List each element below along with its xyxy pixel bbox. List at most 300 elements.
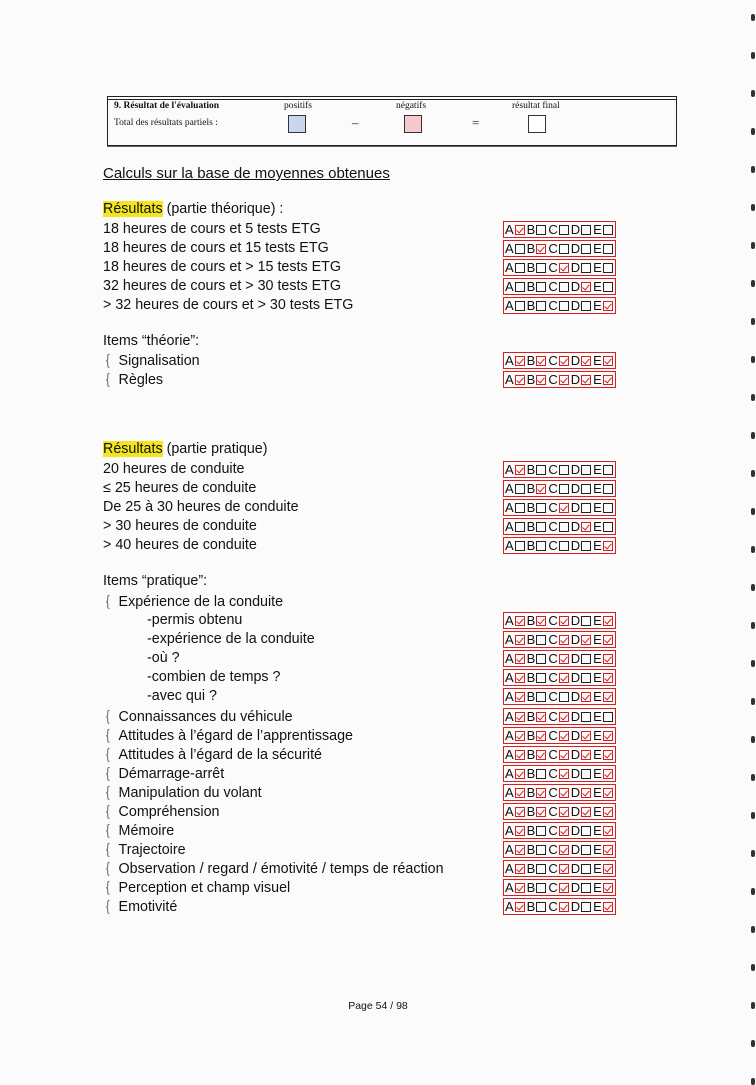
rating-option [548,538,568,553]
rating-letter: B [526,538,536,553]
rating-box [503,708,616,725]
rating-option [593,613,613,628]
rating-letter: B [526,861,536,876]
row-label [147,668,281,686]
rating-option [548,689,568,704]
row-label-text: 18 heures de cours et 5 tests ETG [103,221,321,237]
rating-letter: D [570,241,581,256]
row-label-text: ≤ 25 heures de conduite [103,480,257,496]
checked-checkbox-icon[interactable] [536,807,546,817]
rating-letter: C [548,613,558,628]
empty-checkbox-icon[interactable] [603,522,613,532]
binding-ring [751,888,755,895]
empty-checkbox-icon[interactable] [559,522,569,532]
checked-checkbox-icon[interactable] [515,654,525,664]
rating-box [503,898,616,915]
empty-checkbox-icon[interactable] [536,282,546,292]
rating-letter: A [505,279,514,294]
checked-checkbox-icon[interactable] [603,902,613,912]
checked-checkbox-icon[interactable] [581,692,591,702]
negative-box[interactable] [404,115,422,133]
checked-checkbox-icon[interactable] [515,712,525,722]
checked-checkbox-icon[interactable] [559,654,569,664]
checked-checkbox-icon[interactable] [559,883,569,893]
row-label [103,745,322,764]
rating-option [505,747,525,762]
rating-letter: E [593,766,602,781]
checked-checkbox-icon[interactable] [515,807,525,817]
rating-letter: E [593,747,602,762]
checked-checkbox-icon[interactable] [559,263,569,273]
binding-ring [751,432,755,439]
checked-checkbox-icon[interactable] [581,635,591,645]
theory-results-title [103,200,283,218]
rating-letter: E [593,670,602,685]
theory-suffix: (partie théorique) : [162,201,284,217]
empty-checkbox-icon[interactable] [581,616,591,626]
rating-option [505,222,525,237]
empty-checkbox-icon[interactable] [603,282,613,292]
empty-checkbox-icon[interactable] [581,864,591,874]
rating-option [527,519,547,534]
empty-checkbox-icon[interactable] [581,654,591,664]
checked-checkbox-icon[interactable] [603,673,613,683]
row-label [103,370,163,389]
row-label-text: Règles [118,372,164,388]
rating-option [548,372,568,387]
empty-checkbox-icon[interactable] [536,635,546,645]
rating-letter: D [570,651,581,666]
rating-letter: B [526,372,536,387]
rating-option [548,500,568,515]
checked-checkbox-icon[interactable] [536,616,546,626]
empty-checkbox-icon[interactable] [581,769,591,779]
empty-checkbox-icon[interactable] [581,225,591,235]
rating-letter: D [570,728,581,743]
rating-letter: A [505,861,514,876]
rating-option [571,880,591,895]
rating-letter: C [548,279,558,294]
checked-checkbox-icon[interactable] [559,902,569,912]
rating-option [505,880,525,895]
empty-checkbox-icon[interactable] [536,465,546,475]
negative-label: négatifs [396,101,427,111]
rating-letter: B [526,500,536,515]
checked-checkbox-icon[interactable] [536,788,546,798]
row-label [103,707,293,726]
empty-checkbox-icon[interactable] [581,484,591,494]
checked-checkbox-icon[interactable] [603,826,613,836]
empty-checkbox-icon[interactable] [536,301,546,311]
rating-option [548,861,568,876]
rating-option [505,670,525,685]
checked-checkbox-icon[interactable] [515,883,525,893]
checked-checkbox-icon[interactable] [515,692,525,702]
checked-checkbox-icon[interactable] [559,731,569,741]
checked-checkbox-icon[interactable] [603,788,613,798]
rating-letter: C [548,353,558,368]
rating-letter: A [505,899,514,914]
checked-checkbox-icon[interactable] [603,616,613,626]
empty-checkbox-icon[interactable] [536,769,546,779]
empty-checkbox-icon[interactable] [559,301,569,311]
empty-checkbox-icon[interactable] [559,282,569,292]
rating-option [527,651,547,666]
checked-checkbox-icon[interactable] [515,750,525,760]
checked-checkbox-icon[interactable] [603,883,613,893]
checked-checkbox-icon[interactable] [515,845,525,855]
row-label [103,517,257,535]
checked-checkbox-icon[interactable] [559,375,569,385]
rating-letter: E [593,899,602,914]
rating-box [503,480,616,497]
rating-letter: D [570,804,581,819]
rating-letter: E [593,353,602,368]
checked-checkbox-icon[interactable] [515,356,525,366]
checked-checkbox-icon[interactable] [515,902,525,912]
row-label-text: > 32 heures de cours et > 30 tests ETG [103,297,354,313]
checked-checkbox-icon[interactable] [515,788,525,798]
binding-ring [751,926,755,933]
checked-checkbox-icon[interactable] [515,635,525,645]
rating-option [571,689,591,704]
binding-ring [751,774,755,781]
empty-checkbox-icon[interactable] [536,522,546,532]
empty-checkbox-icon[interactable] [536,845,546,855]
rating-letter: A [505,222,514,237]
brace-bullet-icon: { [104,783,111,801]
rating-letter: B [526,899,536,914]
empty-checkbox-icon[interactable] [515,541,525,551]
checked-checkbox-icon[interactable] [515,225,525,235]
checked-checkbox-icon[interactable] [559,503,569,513]
binding-ring [751,14,755,21]
checked-checkbox-icon[interactable] [515,769,525,779]
rating-option [571,785,591,800]
rating-option [571,651,591,666]
empty-checkbox-icon[interactable] [515,244,525,254]
checked-checkbox-icon[interactable] [603,731,613,741]
rating-option [505,260,525,275]
rating-option [571,538,591,553]
empty-checkbox-icon[interactable] [515,282,525,292]
checked-checkbox-icon[interactable] [581,356,591,366]
rating-option [571,298,591,313]
checked-checkbox-icon[interactable] [559,826,569,836]
rating-option [548,728,568,743]
empty-checkbox-icon[interactable] [603,712,613,722]
checked-checkbox-icon[interactable] [559,864,569,874]
checked-checkbox-icon[interactable] [603,864,613,874]
rating-letter: D [570,785,581,800]
checked-checkbox-icon[interactable] [559,712,569,722]
checked-checkbox-icon[interactable] [603,845,613,855]
rating-option [548,260,568,275]
checked-checkbox-icon[interactable] [581,375,591,385]
rating-letter: C [548,462,558,477]
rating-box [503,537,616,554]
empty-checkbox-icon[interactable] [536,826,546,836]
empty-checkbox-icon[interactable] [515,484,525,494]
rating-option [527,481,547,496]
checked-checkbox-icon[interactable] [581,750,591,760]
row-label [103,726,353,745]
empty-checkbox-icon[interactable] [581,263,591,273]
checked-checkbox-icon[interactable] [536,356,546,366]
rating-option [548,632,568,647]
empty-checkbox-icon[interactable] [515,301,525,311]
rating-letter: E [593,880,602,895]
checked-checkbox-icon[interactable] [559,635,569,645]
empty-checkbox-icon[interactable] [603,484,613,494]
rating-letter: A [505,538,514,553]
empty-checkbox-icon[interactable] [581,301,591,311]
page-number: Page 54 / 98 [348,1000,408,1012]
row-label-text: -combien de temps ? [147,669,281,685]
rating-option [593,353,613,368]
checked-checkbox-icon[interactable] [559,616,569,626]
rating-option [593,823,613,838]
rating-option [593,709,613,724]
rating-letter: B [526,298,536,313]
rating-letter: B [526,222,536,237]
positive-label: positifs [284,101,312,111]
binding-ring [751,318,755,325]
checked-checkbox-icon[interactable] [581,282,591,292]
row-label-text: Attitudes à l’égard de l’apprentissage [118,728,354,744]
binding-ring [751,1040,755,1047]
checked-checkbox-icon[interactable] [603,769,613,779]
empty-checkbox-icon[interactable] [581,712,591,722]
empty-checkbox-icon[interactable] [581,826,591,836]
row-label-text: Perception et champ visuel [118,880,291,896]
checked-checkbox-icon[interactable] [515,731,525,741]
final-result-box[interactable] [528,115,546,133]
binding-ring [751,622,755,629]
rating-option [527,279,547,294]
checked-checkbox-icon[interactable] [603,541,613,551]
checked-checkbox-icon[interactable] [536,750,546,760]
rating-option [593,260,613,275]
empty-checkbox-icon[interactable] [536,902,546,912]
checked-checkbox-icon[interactable] [536,244,546,254]
rating-option [527,613,547,628]
rating-letter: D [570,632,581,647]
checked-checkbox-icon[interactable] [581,788,591,798]
empty-checkbox-icon[interactable] [603,263,613,273]
row-label [103,258,341,276]
empty-checkbox-icon[interactable] [515,263,525,273]
empty-checkbox-icon[interactable] [559,692,569,702]
rating-option [548,222,568,237]
checked-checkbox-icon[interactable] [515,864,525,874]
rating-option [571,260,591,275]
row-label-text: -permis obtenu [147,612,243,628]
rating-letter: E [593,613,602,628]
empty-checkbox-icon[interactable] [581,902,591,912]
section-heading: Calculs sur la base de moyennes obtenues [103,165,390,182]
binding-ring [751,166,755,173]
positive-box[interactable] [288,115,306,133]
rating-box [503,221,616,238]
empty-checkbox-icon[interactable] [536,263,546,273]
rating-option [571,747,591,762]
row-label [103,859,444,878]
empty-checkbox-icon[interactable] [581,541,591,551]
empty-checkbox-icon[interactable] [559,541,569,551]
empty-checkbox-icon[interactable] [581,503,591,513]
rating-option [593,241,613,256]
empty-checkbox-icon[interactable] [559,225,569,235]
empty-checkbox-icon[interactable] [536,225,546,235]
row-label-text: Emotivité [118,899,178,915]
rating-option [505,372,525,387]
checked-checkbox-icon[interactable] [559,788,569,798]
empty-checkbox-icon[interactable] [581,244,591,254]
spiral-binding [746,0,756,1080]
rating-letter: C [548,747,558,762]
checked-checkbox-icon[interactable] [559,845,569,855]
rating-option [571,462,591,477]
row-label [103,897,177,916]
checked-checkbox-icon[interactable] [559,356,569,366]
checked-checkbox-icon[interactable] [603,750,613,760]
rating-option [505,632,525,647]
rating-option [527,899,547,914]
empty-checkbox-icon[interactable] [559,484,569,494]
empty-checkbox-icon[interactable] [559,244,569,254]
empty-checkbox-icon[interactable] [603,244,613,254]
rating-letter: C [548,372,558,387]
rating-box [503,765,616,782]
row-label [103,296,353,314]
checked-checkbox-icon[interactable] [581,807,591,817]
rating-letter: D [570,462,581,477]
empty-checkbox-icon[interactable] [581,845,591,855]
rating-option [548,709,568,724]
rating-option [571,632,591,647]
empty-checkbox-icon[interactable] [515,522,525,532]
rating-option [527,804,547,819]
rating-option [571,766,591,781]
checked-checkbox-icon[interactable] [559,750,569,760]
checked-checkbox-icon[interactable] [536,731,546,741]
checked-checkbox-icon[interactable] [603,692,613,702]
rating-option [593,899,613,914]
checked-checkbox-icon[interactable] [603,375,613,385]
rating-letter: B [526,462,536,477]
checked-checkbox-icon[interactable] [559,807,569,817]
checked-checkbox-icon[interactable] [515,616,525,626]
empty-checkbox-icon[interactable] [581,673,591,683]
binding-ring [751,394,755,401]
checked-checkbox-icon[interactable] [603,807,613,817]
checked-checkbox-icon[interactable] [559,673,569,683]
rating-option [593,804,613,819]
row-label-text: -où ? [147,650,180,666]
checked-checkbox-icon[interactable] [559,769,569,779]
rating-letter: C [548,899,558,914]
theory-highlight: Résultats [103,201,163,217]
checked-checkbox-icon[interactable] [515,375,525,385]
empty-checkbox-icon[interactable] [536,541,546,551]
rating-option [527,880,547,895]
checked-checkbox-icon[interactable] [603,654,613,664]
rating-letter: B [526,747,536,762]
rating-letter: A [505,728,514,743]
rating-letter: C [548,500,558,515]
rating-letter: B [526,519,536,534]
rating-letter: C [548,481,558,496]
empty-checkbox-icon[interactable] [559,465,569,475]
rating-option [593,372,613,387]
checked-checkbox-icon[interactable] [581,522,591,532]
row-label [103,764,224,783]
rating-option [548,651,568,666]
rating-letter: C [548,538,558,553]
empty-checkbox-icon[interactable] [603,225,613,235]
rating-option [593,632,613,647]
checked-checkbox-icon[interactable] [603,635,613,645]
rating-box [503,499,616,516]
empty-checkbox-icon[interactable] [536,883,546,893]
rating-letter: E [593,804,602,819]
row-label-text: Démarrage-arrêt [118,766,225,782]
rating-letter: E [593,481,602,496]
checked-checkbox-icon[interactable] [515,673,525,683]
empty-checkbox-icon[interactable] [603,503,613,513]
checked-checkbox-icon[interactable] [536,712,546,722]
rating-letter: D [570,823,581,838]
rating-letter: D [570,353,581,368]
row-label-text: 18 heures de cours et > 15 tests ETG [103,259,342,275]
rating-letter: D [570,372,581,387]
row-label [103,783,262,802]
empty-checkbox-icon[interactable] [536,673,546,683]
rating-box [503,784,616,801]
empty-checkbox-icon[interactable] [536,864,546,874]
checked-checkbox-icon[interactable] [515,826,525,836]
empty-checkbox-icon[interactable] [536,654,546,664]
rating-box [503,727,616,744]
rating-letter: A [505,260,514,275]
empty-checkbox-icon[interactable] [603,465,613,475]
rating-option [571,519,591,534]
checked-checkbox-icon[interactable] [603,301,613,311]
row-label-text: Expérience de la conduite [118,594,284,610]
rating-option [593,785,613,800]
rating-option [505,861,525,876]
empty-checkbox-icon[interactable] [536,692,546,702]
binding-ring [751,736,755,743]
rating-option [548,842,568,857]
row-label [103,536,257,554]
empty-checkbox-icon[interactable] [515,503,525,513]
box-inner-rule [108,99,676,100]
checked-checkbox-icon[interactable] [581,731,591,741]
empty-checkbox-icon[interactable] [581,883,591,893]
row-label [103,802,219,821]
rating-option [548,353,568,368]
empty-checkbox-icon[interactable] [536,503,546,513]
checked-checkbox-icon[interactable] [515,465,525,475]
rating-letter: E [593,222,602,237]
practice-highlight: Résultats [103,441,163,457]
empty-checkbox-icon[interactable] [581,465,591,475]
checked-checkbox-icon[interactable] [536,484,546,494]
checked-checkbox-icon[interactable] [603,356,613,366]
checked-checkbox-icon[interactable] [536,375,546,385]
